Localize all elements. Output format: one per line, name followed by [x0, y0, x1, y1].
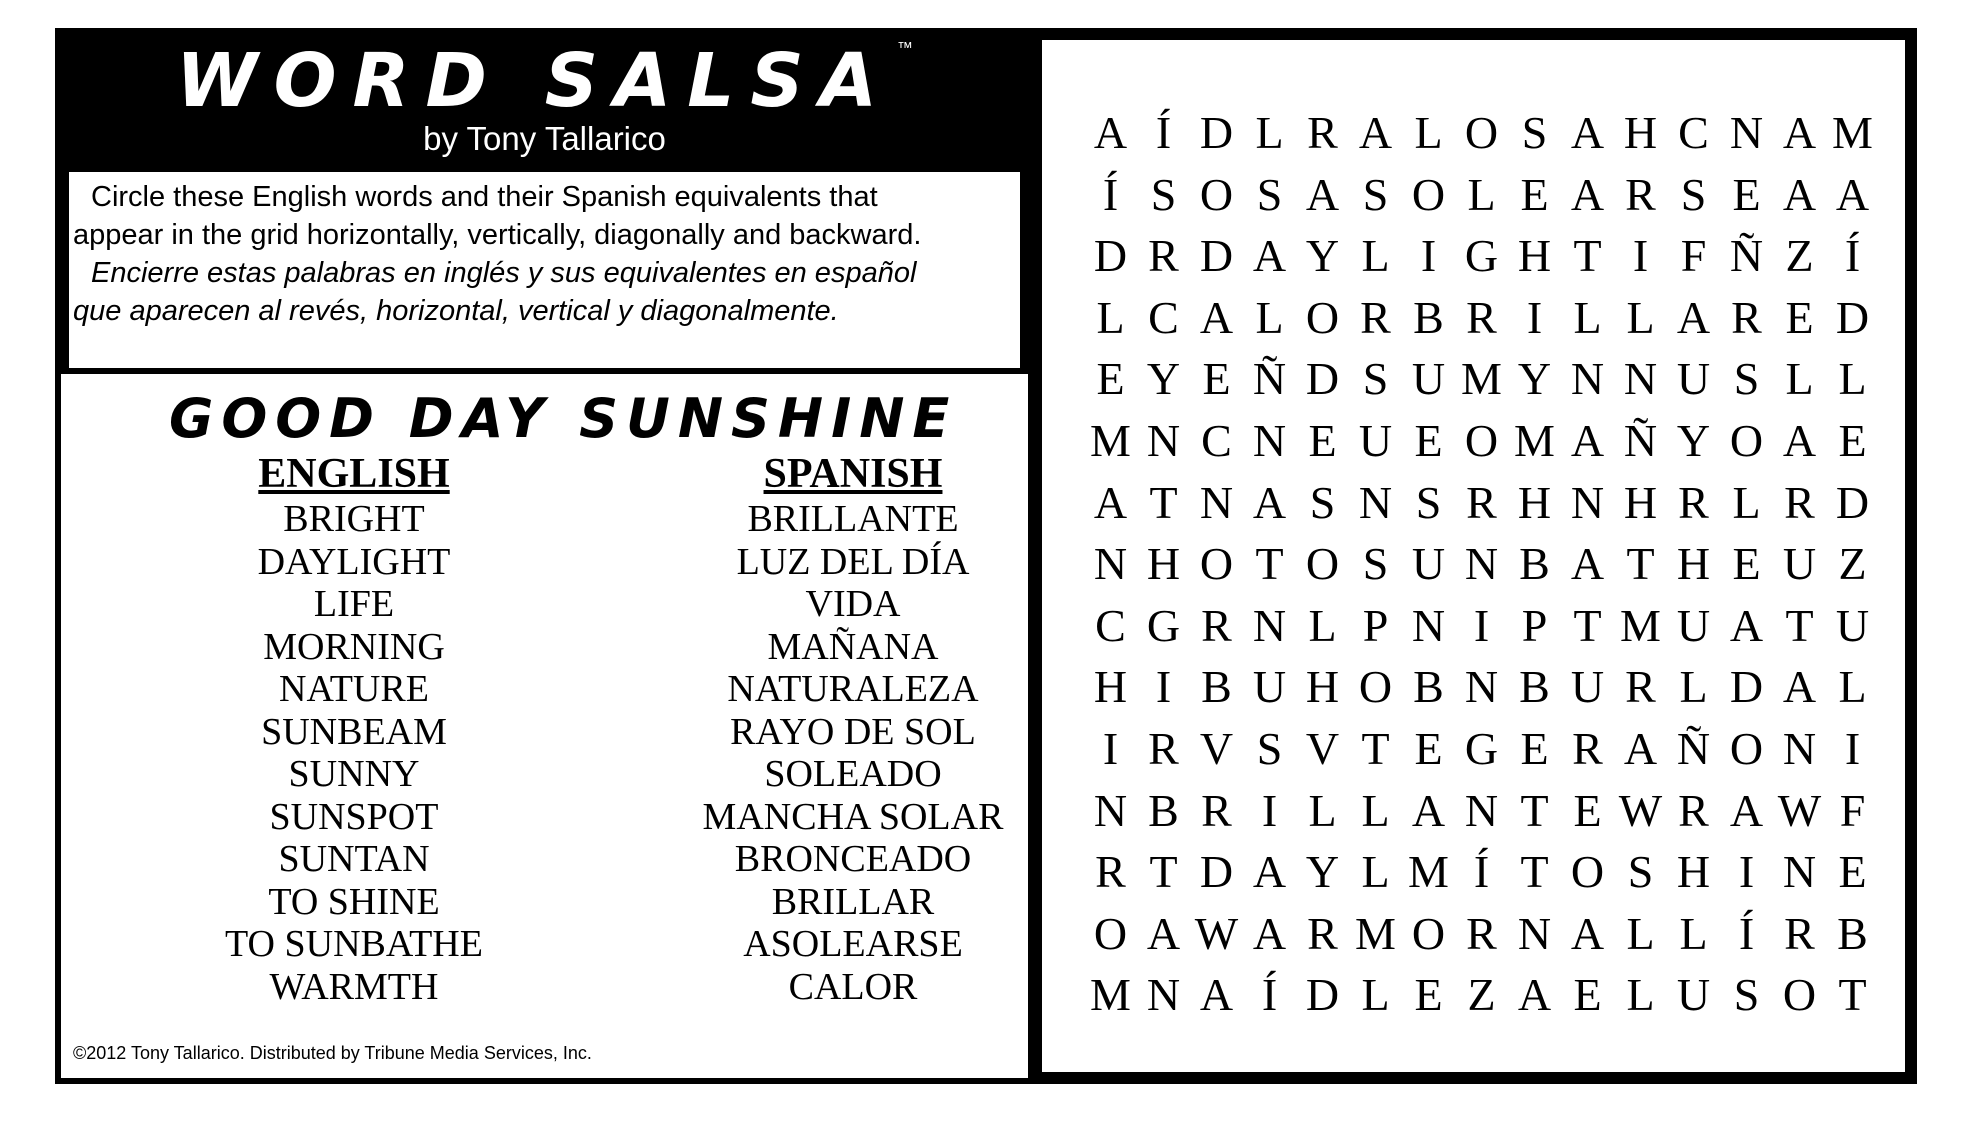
grid-letter[interactable]: N — [1252, 599, 1287, 651]
grid-letter[interactable]: M — [1514, 414, 1555, 466]
grid-letter[interactable]: U — [1676, 353, 1711, 405]
grid-letter[interactable]: A — [1570, 907, 1605, 959]
grid-letter[interactable]: O — [1358, 661, 1393, 713]
grid-letter[interactable]: R — [1784, 907, 1815, 959]
puzzle-frame — [55, 28, 1917, 1084]
grid-letter[interactable]: A — [1252, 846, 1287, 898]
grid-letter[interactable]: Í — [1738, 907, 1755, 959]
byline: by Tony Tallarico — [423, 120, 666, 157]
grid-letter[interactable]: G — [1464, 722, 1499, 774]
grid-letter[interactable]: U — [1358, 414, 1393, 466]
grid-letter[interactable]: M — [1620, 599, 1661, 651]
grid-letter[interactable]: L — [1467, 168, 1496, 220]
grid-letter[interactable]: E — [1573, 784, 1602, 836]
grid-letter[interactable]: Ñ — [1729, 230, 1764, 282]
grid-letter[interactable]: N — [1782, 722, 1817, 774]
spanish-word: VIDA — [805, 583, 901, 625]
grid-letter[interactable]: R — [1784, 476, 1815, 528]
grid-letter[interactable]: A — [1570, 538, 1605, 590]
grid-letter[interactable]: T — [1573, 230, 1602, 282]
grid-letter[interactable]: L — [1838, 661, 1867, 713]
grid-letter[interactable]: T — [1255, 538, 1284, 590]
grid-letter[interactable]: M — [1355, 907, 1396, 959]
grid-letter[interactable]: A — [1305, 168, 1340, 220]
grid-letter[interactable]: C — [1095, 599, 1126, 651]
grid-letter[interactable]: H — [1623, 107, 1658, 158]
grid-letter[interactable]: L — [1573, 291, 1602, 343]
grid-letter[interactable]: S — [1627, 846, 1654, 898]
clue-panel — [61, 34, 1036, 1078]
grid-letter[interactable]: O — [1199, 538, 1234, 590]
grid-letter[interactable]: R — [1625, 168, 1656, 220]
grid-letter[interactable]: R — [1466, 907, 1497, 959]
grid-letter[interactable]: A — [1199, 969, 1234, 1021]
copyright-notice: ©2012 Tony Tallarico. Distributed by Tribune Media Services, Inc. — [73, 1043, 592, 1063]
grid-letter[interactable]: U — [1782, 538, 1817, 590]
grid-letter[interactable]: S — [1256, 722, 1283, 774]
spanish-word: MANCHA SOLAR — [702, 795, 1004, 838]
grid-letter[interactable]: D — [1305, 969, 1340, 1021]
grid-letter[interactable]: E — [1732, 168, 1761, 220]
grid-letter[interactable]: I — [1261, 784, 1278, 836]
grid-letter[interactable]: L — [1361, 784, 1390, 836]
grid-letter[interactable]: A — [1146, 907, 1181, 959]
grid-letter[interactable]: L — [1679, 661, 1708, 713]
grid-letter[interactable]: A — [1570, 168, 1605, 220]
grid-letter[interactable]: O — [1093, 907, 1128, 959]
spanish-word: CALOR — [788, 965, 918, 1008]
grid-letter[interactable]: H — [1517, 230, 1552, 282]
grid-letter[interactable]: N — [1464, 661, 1499, 713]
grid-letter[interactable]: M — [1408, 846, 1449, 898]
grid-letter[interactable]: R — [1095, 846, 1126, 898]
letter-grid — [1084, 102, 1879, 1026]
grid-letter[interactable]: S — [1680, 168, 1707, 220]
grid-letter[interactable]: R — [1678, 784, 1709, 836]
grid-letter[interactable]: D — [1835, 291, 1870, 343]
grid-letter[interactable]: S — [1733, 969, 1760, 1021]
grid-letter[interactable]: E — [1520, 722, 1549, 774]
grid-letter[interactable]: U — [1411, 353, 1446, 405]
grid-letter[interactable]: Í — [1155, 107, 1172, 158]
grid-letter[interactable]: N — [1570, 353, 1605, 405]
grid-letter[interactable]: O — [1464, 107, 1499, 158]
grid-letter[interactable]: Z — [1467, 969, 1496, 1021]
grid-letter[interactable]: W — [1618, 784, 1663, 836]
grid-letter[interactable]: H — [1146, 538, 1181, 590]
grid-letter[interactable]: P — [1521, 599, 1548, 651]
grid-letter[interactable]: A — [1782, 107, 1817, 158]
spanish-word: MAÑANA — [767, 625, 939, 668]
grid-letter[interactable]: D — [1199, 107, 1234, 158]
grid-letter[interactable]: R — [1625, 661, 1656, 713]
grid-letter[interactable]: R — [1148, 722, 1179, 774]
grid-letter[interactable]: E — [1785, 291, 1814, 343]
grid-letter[interactable]: N — [1358, 476, 1393, 528]
grid-letter[interactable]: T — [1520, 784, 1549, 836]
grid-letter[interactable]: L — [1626, 907, 1655, 959]
grid-letter[interactable]: Ñ — [1676, 722, 1711, 774]
grid-letter[interactable]: U — [1411, 538, 1446, 590]
grid-letter[interactable]: R — [1307, 907, 1338, 959]
grid-letter[interactable]: N — [1570, 476, 1605, 528]
english-word: NATURE — [279, 668, 429, 710]
grid-letter[interactable]: D — [1729, 661, 1764, 713]
grid-letter[interactable]: I — [1632, 230, 1649, 282]
grid-letter[interactable]: A — [1676, 291, 1711, 343]
grid-letter[interactable]: G — [1464, 230, 1499, 282]
english-word: SUNSPOT — [269, 795, 439, 838]
grid-letter[interactable]: H — [1305, 661, 1340, 713]
grid-letter[interactable]: T — [1149, 846, 1178, 898]
grid-letter[interactable]: Y — [1305, 230, 1340, 282]
grid-letter[interactable]: A — [1729, 784, 1764, 836]
spanish-word-list — [673, 450, 1033, 1008]
grid-letter[interactable]: E — [1202, 353, 1231, 405]
grid-letter[interactable]: L — [1361, 846, 1390, 898]
grid-letter[interactable]: E — [1414, 414, 1443, 466]
instructions-spanish-line-2: que aparecen al revés, horizontal, vertical y diagonalmente. — [73, 295, 839, 327]
grid-letter[interactable]: N — [1093, 538, 1128, 590]
grid-letter[interactable]: N — [1517, 907, 1552, 959]
grid-letter[interactable]: E — [1520, 168, 1549, 220]
grid-letter[interactable]: L — [1785, 353, 1814, 405]
grid-letter[interactable]: A — [1093, 107, 1128, 158]
grid-letter[interactable]: G — [1146, 599, 1181, 651]
grid-letter[interactable]: R — [1466, 291, 1497, 343]
grid-letter[interactable]: Y — [1517, 353, 1552, 405]
english-word: TO SUNBATHE — [225, 923, 483, 965]
grid-letter[interactable]: B — [1413, 291, 1444, 343]
grid-letter[interactable]: P — [1362, 599, 1389, 651]
english-word: MORNING — [263, 625, 445, 668]
grid-letter[interactable]: R — [1201, 784, 1232, 836]
grid-letter[interactable]: Í — [1473, 846, 1490, 898]
grid-letter[interactable]: R — [1466, 476, 1497, 528]
grid-letter[interactable]: A — [1782, 168, 1817, 220]
grid-letter[interactable]: E — [1414, 969, 1443, 1021]
grid-letter[interactable]: D — [1835, 476, 1870, 528]
grid-letter[interactable]: L — [1308, 599, 1337, 651]
grid-letter[interactable]: R — [1572, 722, 1603, 774]
grid-letter[interactable]: D — [1305, 353, 1340, 405]
grid-letter[interactable]: W — [1777, 784, 1822, 836]
grid-letter[interactable]: H — [1676, 846, 1711, 898]
english-word: BRIGHT — [283, 498, 425, 540]
grid-letter[interactable]: A — [1782, 414, 1817, 466]
english-word: LIFE — [313, 583, 395, 625]
grid-letter[interactable]: A — [1517, 969, 1552, 1021]
grid-letter[interactable]: S — [1256, 168, 1283, 220]
grid-letter[interactable]: C — [1201, 414, 1232, 466]
english-word: WARMTH — [269, 965, 439, 1008]
grid-letter[interactable]: U — [1676, 599, 1711, 651]
grid-letter[interactable]: I — [1155, 661, 1172, 713]
grid-letter[interactable]: N — [1464, 538, 1499, 590]
grid-letter[interactable]: A — [1835, 168, 1870, 220]
grid-letter[interactable]: M — [1090, 414, 1131, 466]
grid-letter[interactable]: Y — [1146, 353, 1181, 405]
grid-letter[interactable]: Í — [1102, 168, 1119, 220]
grid-letter[interactable]: Í — [1261, 969, 1278, 1021]
grid-letter[interactable]: O — [1570, 846, 1605, 898]
grid-letter[interactable]: B — [1148, 784, 1179, 836]
grid-letter[interactable]: F — [1680, 230, 1707, 282]
english-word: DAYLIGHT — [257, 540, 451, 583]
grid-letter[interactable]: L — [1361, 969, 1390, 1021]
grid-letter[interactable]: T — [1626, 538, 1655, 590]
grid-letter[interactable]: B — [1201, 661, 1232, 713]
grid-letter[interactable]: O — [1305, 538, 1340, 590]
grid-letter[interactable]: Z — [1838, 538, 1867, 590]
grid-letter[interactable]: C — [1148, 291, 1179, 343]
grid-letter[interactable]: E — [1732, 538, 1761, 590]
trademark-mark: ™ — [897, 40, 913, 57]
grid-letter[interactable]: N — [1729, 107, 1764, 158]
grid-letter[interactable]: O — [1411, 168, 1446, 220]
grid-letter[interactable]: S — [1415, 476, 1442, 528]
english-heading: ENGLISH — [258, 451, 450, 497]
grid-letter[interactable]: A — [1570, 107, 1605, 158]
grid-letter[interactable]: A — [1411, 784, 1446, 836]
grid-letter[interactable]: T — [1573, 599, 1602, 651]
grid-letter[interactable]: B — [1519, 661, 1550, 713]
grid-letter[interactable]: S — [1309, 476, 1336, 528]
grid-letter[interactable]: E — [1096, 353, 1125, 405]
grid-letter[interactable]: I — [1473, 599, 1490, 651]
grid-letter[interactable]: S — [1362, 168, 1389, 220]
grid-letter[interactable]: Y — [1676, 414, 1711, 466]
grid-letter[interactable]: V — [1199, 722, 1234, 774]
grid-letter[interactable]: I — [1738, 846, 1755, 898]
grid-letter[interactable]: T — [1785, 599, 1814, 651]
instructions-english-line-2: appear in the grid horizontally, vertically, diagonally and backward. — [73, 219, 922, 251]
grid-letter[interactable]: L — [1626, 969, 1655, 1021]
grid-letter[interactable]: M — [1090, 969, 1131, 1021]
grid-letter[interactable]: B — [1519, 538, 1550, 590]
english-word: SUNTAN — [278, 838, 430, 880]
spanish-word: BRONCEADO — [734, 838, 972, 880]
grid-letter[interactable]: F — [1839, 784, 1866, 836]
grid-letter[interactable]: Z — [1785, 230, 1814, 282]
grid-letter[interactable]: A — [1252, 907, 1287, 959]
grid-letter[interactable]: R — [1201, 599, 1232, 651]
grid-letter[interactable]: U — [1252, 661, 1287, 713]
grid-letter[interactable]: R — [1678, 476, 1709, 528]
instructions-box — [61, 166, 1028, 374]
grid-letter[interactable]: T — [1838, 969, 1867, 1021]
instructions-english-line-1: Circle these English words and their Spanish equivalents that — [91, 181, 878, 213]
grid-letter[interactable]: A — [1252, 230, 1287, 282]
grid-letter[interactable]: I — [1420, 230, 1437, 282]
spanish-word: SOLEADO — [764, 753, 942, 795]
grid-letter[interactable]: E — [1838, 414, 1867, 466]
grid-letter[interactable]: O — [1199, 168, 1234, 220]
grid-letter[interactable]: S — [1733, 353, 1760, 405]
grid-letter[interactable]: H — [1623, 476, 1658, 528]
grid-letter[interactable]: O — [1782, 969, 1817, 1021]
spanish-word: BRILLANTE — [747, 498, 959, 540]
grid-letter[interactable]: R — [1360, 291, 1391, 343]
grid-letter[interactable]: N — [1782, 846, 1817, 898]
grid-letter[interactable]: A — [1570, 414, 1605, 466]
grid-letter[interactable]: T — [1149, 476, 1178, 528]
grid-letter[interactable]: N — [1199, 476, 1234, 528]
grid-letter[interactable]: A — [1358, 107, 1393, 158]
spanish-word: LUZ DEL DÍA — [736, 540, 970, 583]
grid-letter[interactable]: L — [1361, 230, 1390, 282]
grid-letter[interactable]: L — [1732, 476, 1761, 528]
spanish-word: ASOLEARSE — [743, 923, 963, 965]
grid-letter[interactable]: H — [1517, 476, 1552, 528]
puzzle-series-title: WORD SALSA — [176, 38, 893, 124]
grid-letter[interactable]: A — [1199, 291, 1234, 343]
grid-letter[interactable]: S — [1521, 107, 1548, 158]
grid-letter[interactable]: S — [1362, 353, 1389, 405]
english-word: SUNBEAM — [261, 710, 447, 753]
grid-letter[interactable]: N — [1411, 599, 1446, 651]
spanish-word: RAYO DE SOL — [730, 710, 976, 753]
grid-letter[interactable]: R — [1148, 230, 1179, 282]
grid-letter[interactable]: L — [1414, 107, 1443, 158]
grid-letter[interactable]: C — [1678, 107, 1709, 158]
grid-letter[interactable]: L — [1838, 353, 1867, 405]
grid-letter[interactable]: A — [1252, 476, 1287, 528]
grid-letter[interactable]: S — [1362, 538, 1389, 590]
grid-letter[interactable]: T — [1520, 846, 1549, 898]
grid-letter[interactable]: T — [1361, 722, 1390, 774]
grid-letter[interactable]: O — [1729, 722, 1764, 774]
english-word-list — [174, 450, 534, 1008]
spanish-heading: SPANISH — [763, 451, 943, 497]
grid-letter[interactable]: L — [1626, 291, 1655, 343]
grid-letter[interactable]: I — [1844, 722, 1861, 774]
spanish-word: BRILLAR — [771, 880, 935, 923]
grid-letter[interactable]: U — [1570, 661, 1605, 713]
grid-letter[interactable]: I — [1526, 291, 1543, 343]
grid-letter[interactable]: R — [1731, 291, 1762, 343]
english-word: SUNNY — [288, 753, 420, 795]
grid-letter[interactable]: U — [1835, 599, 1870, 651]
grid-letter[interactable]: E — [1308, 414, 1337, 466]
grid-letter[interactable]: A — [1782, 661, 1817, 713]
letter-grid-panel — [1036, 34, 1911, 1078]
grid-letter[interactable]: L — [1255, 107, 1284, 158]
grid-letter[interactable]: B — [1837, 907, 1868, 959]
grid-letter[interactable]: L — [1255, 291, 1284, 343]
grid-letter[interactable]: Í — [1844, 230, 1861, 282]
grid-letter[interactable]: L — [1096, 291, 1125, 343]
grid-letter[interactable]: U — [1676, 969, 1711, 1021]
grid-letter[interactable]: S — [1150, 168, 1177, 220]
grid-letter[interactable]: H — [1676, 538, 1711, 590]
grid-letter[interactable]: W — [1194, 907, 1239, 959]
grid-letter[interactable]: B — [1413, 661, 1444, 713]
grid-letter[interactable]: I — [1102, 722, 1119, 774]
grid-letter[interactable]: L — [1308, 784, 1337, 836]
grid-letter[interactable]: Y — [1305, 846, 1340, 898]
grid-letter[interactable]: R — [1307, 107, 1338, 158]
grid-letter[interactable]: M — [1832, 107, 1873, 158]
grid-letter[interactable]: O — [1411, 907, 1446, 959]
instructions-spanish-line-1: Encierre estas palabras en inglés y sus equivalentes en español — [91, 257, 917, 289]
grid-letter[interactable]: A — [1093, 476, 1128, 528]
grid-letter[interactable]: N — [1146, 969, 1181, 1021]
grid-letter[interactable]: N — [1623, 353, 1658, 405]
grid-letter[interactable]: O — [1464, 414, 1499, 466]
header-banner — [61, 34, 1028, 166]
grid-letter[interactable]: D — [1093, 230, 1128, 282]
grid-letter[interactable]: A — [1623, 722, 1658, 774]
spanish-word: NATURALEZA — [727, 668, 979, 710]
grid-letter[interactable]: D — [1199, 230, 1234, 282]
grid-letter[interactable]: E — [1414, 722, 1443, 774]
grid-letter[interactable]: L — [1679, 907, 1708, 959]
grid-letter[interactable]: M — [1461, 353, 1502, 405]
grid-letter[interactable]: V — [1305, 722, 1340, 774]
grid-letter[interactable]: O — [1305, 291, 1340, 343]
grid-letter[interactable]: O — [1729, 414, 1764, 466]
grid-letter[interactable]: E — [1838, 846, 1867, 898]
grid-letter[interactable]: E — [1573, 969, 1602, 1021]
puzzle-theme-title: GOOD DAY SUNSHINE — [169, 387, 958, 450]
grid-letter[interactable]: D — [1199, 846, 1234, 898]
grid-letter[interactable]: N — [1252, 414, 1287, 466]
title-row — [61, 38, 1028, 124]
grid-letter[interactable]: Ñ — [1252, 353, 1287, 405]
grid-letter[interactable]: H — [1093, 661, 1128, 713]
grid-letter[interactable]: N — [1093, 784, 1128, 836]
english-word: TO SHINE — [268, 880, 440, 923]
grid-letter[interactable]: Ñ — [1623, 414, 1658, 466]
grid-letter[interactable]: A — [1729, 599, 1764, 651]
grid-letter[interactable]: N — [1146, 414, 1181, 466]
grid-letter[interactable]: N — [1464, 784, 1499, 836]
